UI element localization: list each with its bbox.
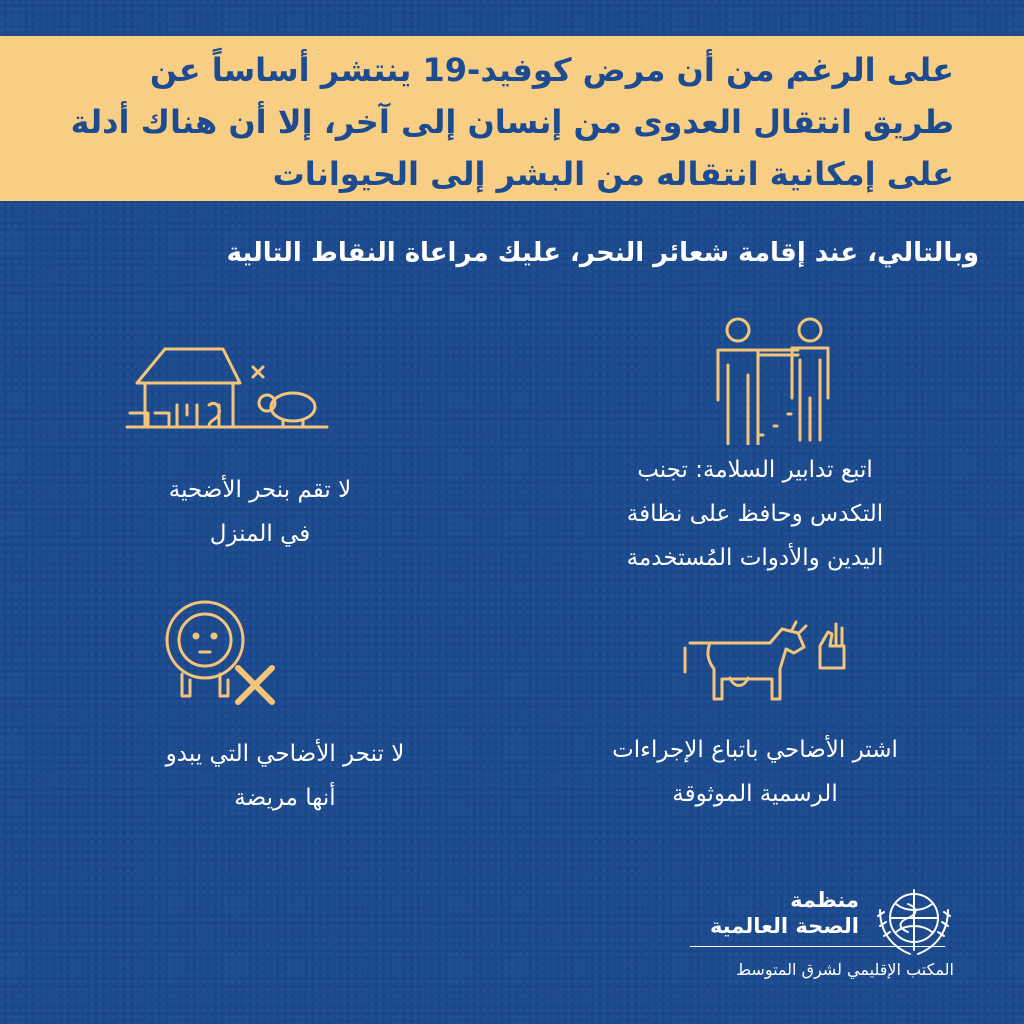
sick-sheep-icon: [160, 592, 280, 712]
home-line-1: لا تقم بنحر الأضحية: [168, 477, 352, 503]
sick-line-2: أنها مريضة: [234, 785, 336, 811]
headline-text: [54, 44, 954, 200]
home-caption: [70, 468, 450, 556]
home-line-2: في المنزل: [209, 521, 311, 547]
house-with-sheep-icon: [125, 345, 335, 435]
sick-caption: [70, 732, 500, 820]
official-line-1: اشتر الأضاحي باتباع الإجراءات: [612, 737, 898, 763]
logo-line-3: المكتب الإقليمي لشرق المتوسط: [736, 960, 954, 979]
safety-line-3: اليدين والأدوات المُستخدمة: [626, 545, 884, 571]
logo-line-1: منظمة: [790, 888, 859, 912]
logo-line-2: الصحة العالمية: [709, 914, 859, 938]
who-emblem-icon: [872, 880, 956, 964]
safety-line-2: التكدس وحافظ على نظافة: [626, 501, 884, 527]
cow-thumbs-up-icon: [680, 618, 850, 708]
official-line-2: الرسمية الموثوقة: [672, 781, 838, 807]
headline-line-3: على إمكانية انتقاله من البشر إلى الحيوانات: [272, 155, 954, 193]
safety-caption: [560, 448, 950, 580]
official-caption: [545, 728, 965, 816]
logo-divider: [690, 946, 945, 947]
headline-line-2: طريق انتقال العدوى من إنسان إلى آخر، إلا أن هناك أدلة: [70, 103, 954, 141]
safety-line-1: اتبع تدابير السلامة: تجنب: [637, 457, 873, 483]
sick-line-1: لا تنحر الأضاحي التي يبدو: [165, 741, 405, 767]
people-distancing-icon: [700, 310, 840, 445]
subtitle: وبالتالي، عند إقامة شعائر النحر، عليك مراعاة النقاط التالية: [226, 238, 979, 268]
headline-line-1: على الرغم من أن مرض كوفيد-19 ينتشر أساساً عن: [149, 51, 954, 89]
